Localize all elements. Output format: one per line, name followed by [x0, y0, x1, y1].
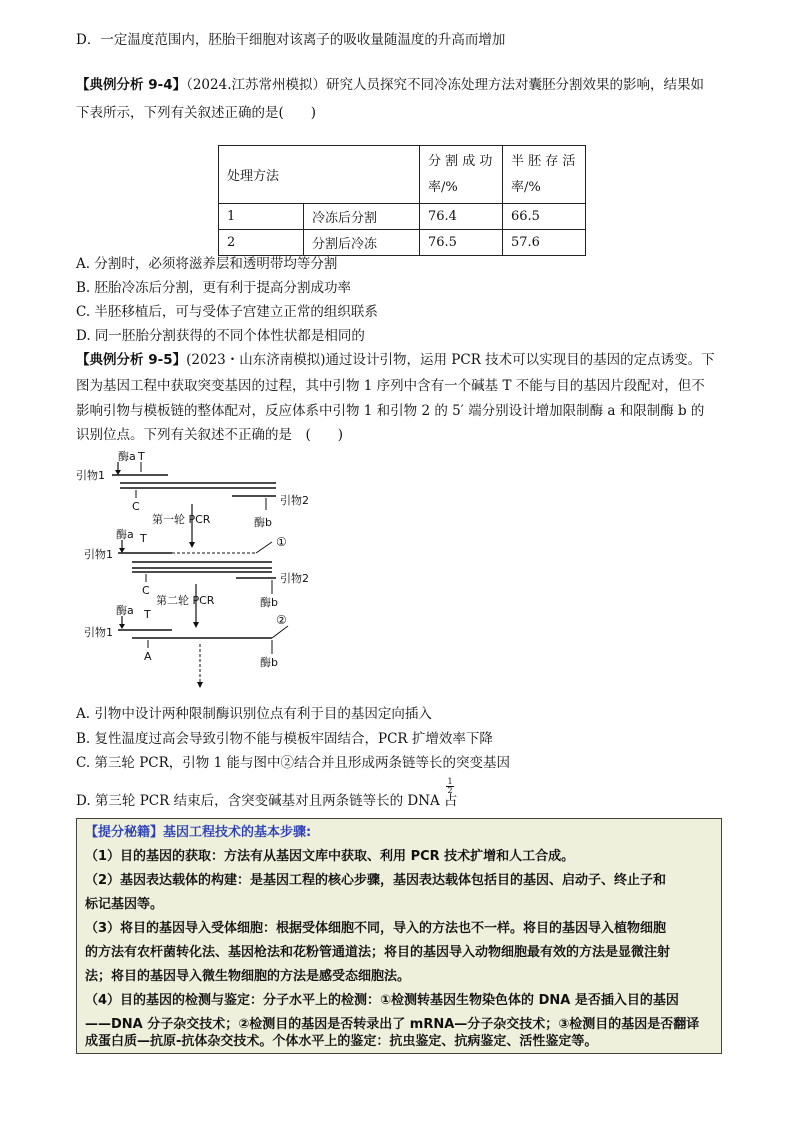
primer-2-label: 引物2 — [280, 494, 309, 507]
enzyme-a-arrowhead — [119, 624, 125, 629]
q95-option-a: A. 引物中设计两种限制酶识别位点有利于目的基因定向插入 — [76, 706, 432, 722]
tip-line: 标记基因等。 — [85, 897, 164, 912]
base-t-label: T — [140, 532, 147, 545]
table-row — [219, 204, 586, 230]
table-row — [219, 230, 586, 256]
q94-stem-line-2: 下表所示，下列有关叙述正确的是( ) — [76, 105, 317, 121]
round-1-label: 第一轮 PCR — [152, 513, 211, 526]
q94-tag: 【典例分析 9-4】 — [76, 77, 187, 93]
tip-title: 【提分秘籍】基因工程技术的基本步骤: — [85, 825, 312, 840]
row-no: 1 — [219, 204, 304, 230]
q95-option-d-fraction — [446, 778, 454, 795]
round-1-arrowhead — [189, 542, 195, 548]
row-no: 2 — [219, 230, 304, 256]
q94-option-d: D. 同一胚胎分割获得的不同个体性状都是相同的 — [76, 328, 365, 344]
base-a-label: A — [144, 650, 152, 663]
row-method: 分割后冷冻 — [304, 230, 420, 256]
round-2-label: 第二轮 PCR — [156, 594, 215, 607]
base-t-label: T — [144, 608, 151, 621]
header-method: 处理方法 — [219, 146, 420, 204]
q94-stem-text-1: （2024.江苏常州模拟）研究人员探究不同冷冻处理方法对囊胚分割效果的影响，结果如 — [186, 77, 704, 93]
q95-option-b: B. 复性温度过高会导致引物不能与模板牢固结合，PCR 扩增效率下降 — [76, 731, 493, 747]
base-c-label: C — [132, 500, 140, 513]
q95-stem-line-1 — [76, 350, 715, 370]
header-survival — [503, 146, 586, 204]
tip-line: （1）目的基因的获取：方法有从基因文库中获取、利用 PCR 技术扩增和人工合成。 — [85, 849, 575, 864]
q94-option-b: B. 胚胎冷冻后分割，更有利于提高分割成功率 — [76, 280, 352, 296]
tip-line: 法；将目的基因导入微生物细胞的方法是感受态细胞法。 — [85, 969, 411, 984]
table-header-row — [219, 146, 586, 204]
fraction-denominator: 2 — [447, 786, 453, 795]
base-t-label: T — [138, 450, 145, 463]
row-survival: 66.5 — [503, 204, 586, 230]
q95-stem-line-3: 影响引物与模板链的整体配对，反应体系中引物 1 和引物 2 的 5′ 端分别设计增加限制酶 a 和限制酶 b 的 — [76, 403, 705, 419]
header-survival-line-1: 半 胚 存 活 — [511, 153, 576, 169]
q95-stem-text-1: (2023・山东济南模拟)通过设计引物，运用 PCR 技术可以实现目的基因的定点诱变。下 — [186, 352, 715, 368]
row-success: 76.4 — [420, 204, 503, 230]
base-c-label: C — [142, 584, 150, 597]
q94-option-a: A. 分割时，必须将滋养层和透明带均等分割 — [76, 256, 338, 272]
primer-1-label: 引物1 — [76, 469, 105, 482]
q95-stem-line-4: 识别位点。下列有关叙述不正确的是 ( ) — [76, 427, 344, 443]
strand-2-mark: ② — [276, 613, 287, 627]
prev-option-d: D．一定温度范围内，胚胎干细胞对该离子的吸收量随温度的升高而增加 — [76, 32, 506, 48]
enzyme-b-label: 酶b — [260, 596, 278, 609]
q94-stem-line-1 — [76, 75, 704, 95]
tip-line: 成蛋白质—抗原-抗体杂交技术。个体水平上的鉴定：抗虫鉴定、抗病鉴定、活性鉴定等。 — [85, 1034, 598, 1049]
tip-line: （3）将目的基因导入受体细胞：根据受体细胞不同，导入的方法也不一样。将目的基因导入植物细胞 — [85, 921, 667, 936]
round-3-arrowhead — [197, 682, 203, 688]
q95-tag: 【典例分析 9-5】 — [76, 352, 187, 368]
row-success: 76.5 — [420, 230, 503, 256]
tip-line: ——DNA 分子杂交技术；②检测目的基因是否转录出了 mRNA—分子杂交技术；③检测目的基因是否翻译 — [85, 1017, 700, 1032]
tip-line: （2）基因表达载体的构建：是基因工程的核心步骤，基因表达载体包括目的基因、启动子、终止子和 — [85, 873, 667, 888]
tip-box — [76, 818, 722, 1054]
enzyme-a-label: 酶a — [116, 604, 134, 617]
header-success — [420, 146, 503, 204]
enzyme-b-label: 酶b — [254, 516, 272, 529]
q95-stem-line-2: 图为基因工程中获取突变基因的过程，其中引物 1 序列中含有一个碱基 T 不能与目的基因片段配对，但不 — [76, 378, 705, 394]
enzyme-a-label: 酶a — [118, 450, 136, 463]
strand-2-callout — [272, 626, 288, 638]
primer-1-label: 引物1 — [84, 548, 113, 561]
row-method: 冷冻后分割 — [304, 204, 420, 230]
row-survival: 57.6 — [503, 230, 586, 256]
header-success-line-1: 分 割 成 功 — [428, 153, 493, 169]
strand-1-mark: ① — [276, 535, 287, 549]
enzyme-b-label: 酶b — [260, 656, 278, 669]
primer-2-label: 引物2 — [280, 572, 309, 585]
header-survival-line-2: 率/% — [511, 179, 541, 195]
primer-1-label: 引物1 — [84, 626, 113, 639]
strand-1-callout — [256, 542, 272, 553]
tip-line: （4）目的基因的检测与鉴定：分子水平上的检测：①检测转基因生物染色体的 DNA 是否插入目的基因 — [85, 993, 679, 1008]
header-success-line-2: 率/% — [428, 179, 458, 195]
fraction-numerator: 1 — [447, 777, 453, 786]
results-table — [218, 145, 586, 256]
pcr-mutagenesis-diagram — [76, 448, 336, 693]
tip-line: 的方法有农杆菌转化法、基因枪法和花粉管通道法；将目的基因导入动物细胞最有效的方法是显微注射 — [85, 945, 671, 960]
q94-option-c: C. 半胚移植后，可与受体子宫建立正常的组织联系 — [76, 304, 378, 320]
round-2-arrowhead — [193, 622, 199, 628]
q95-option-c: C. 第三轮 PCR，引物 1 能与图中②结合并且形成两条链等长的突变基因 — [76, 755, 510, 771]
enzyme-a-label: 酶a — [116, 528, 134, 541]
q95-option-d: D. 第三轮 PCR 结束后，含突变碱基对且两条链等长的 DNA 占 — [76, 793, 458, 809]
